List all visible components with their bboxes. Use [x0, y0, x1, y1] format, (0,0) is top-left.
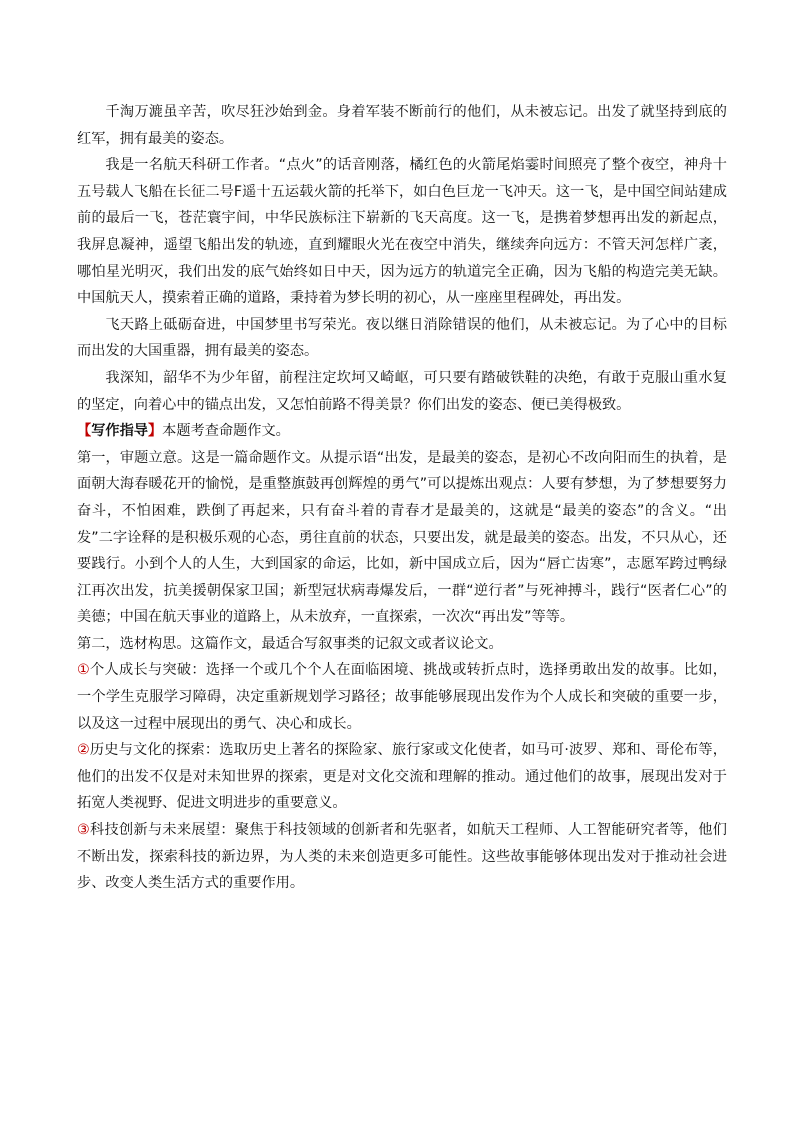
- guide-item-2: [77, 737, 727, 817]
- essay-paragraph-3: 飞天路上砥砺奋进，中国梦里书写荣光。夜以继日消除错误的他们，从未被忘记。为了心中的目标而出发的大国重器，拥有最美的姿态。: [77, 316, 727, 360]
- item-number: ③: [77, 822, 91, 839]
- guide-paragraph-2: 第二，选材构思。这篇作文，最适合写叙事类的记叙文或者议论文。: [77, 635, 503, 652]
- guide-bracket-open: 【: [77, 423, 92, 440]
- guide-item-3: [77, 817, 727, 897]
- item-text: 历史与文化的探索：选取历史上著名的探险家、旅行家或文化使者，如马可·波罗、郑和、哥伦布等，他们的出发不仅是对未知世界的探索，更是对文化交流和理解的推动。通过他们的故事，展现出发对于拓宽人类视野、促进文明进步的重要意义。: [77, 742, 727, 812]
- guide-item-1: [77, 657, 727, 737]
- essay-paragraph-2: 我是一名航天科研工作者。“点火”的话音刚落，橘红色的火箭尾焰霎时间照亮了整个夜空，神舟十五号载人飞船在长征二号F遥十五运载火箭的托举下，如白色巨龙一飞冲天。这一飞，是中国空间站建成前的最后一飞，苍茫寰宇间，中华民族标注下崭新的飞天高度。这一飞，是携着梦想再出发的新起点，我屏息凝神，遥望飞船出发的轨迹，直到耀眼火光在夜空中消失，继续奔向远方：不管天河怎样广袤，哪怕星光明灭，我们出发的底气始终如日中天，因为远方的轨道完全正确，因为飞船的构造完美无缺。中国航天人，摸索着正确的道路，秉持着为梦长明的初心，从一座座里程碑处，再出发。: [77, 157, 727, 307]
- essay-paragraph-4: 我深知，韶华不为少年留，前程注定坎坷又崎岖，可只要有踏破铁鞋的决绝，有敢于克服山重水复的坚定，向着心中的锚点出发，又怎怕前路不得美景？你们出发的姿态、便已美得极致。: [77, 369, 727, 413]
- item-number: ①: [77, 662, 91, 679]
- guide-intro: 本题考查命题作文。: [162, 423, 290, 440]
- essay-paragraph-1: 千淘万漉虽辛苦，吹尽狂沙始到金。身着军装不断前行的他们，从未被忘记。出发了就坚持到底的红军，拥有最美的姿态。: [77, 104, 727, 147]
- item-number: ②: [77, 742, 90, 759]
- guide-label: 写作指导: [91, 423, 148, 440]
- item-text: 个人成长与突破：选择一个或几个个人在面临困境、挑战或转折点时，选择勇敢出发的故事。比如，一个学生克服学习障碍，决定重新规划学习路径；故事能够展现出发作为个人成长和突破的重要一步，以及这一过程中展现出的勇气、决心和成长。: [77, 662, 727, 732]
- guide-paragraph-1: 第一，审题立意。这是一篇命题作文。从提示语“出发，是最美的姿态，是初心不改向阳而生的执着，是面朝大海春暖花开的愉悦，是重整旗鼓再创辉煌的勇气”可以提炼出观点：人要有梦想，为了梦想要努力奋斗，不怕困难，跌倒了再起来，只有奋斗着的青春才是最美的，这就是“最美的姿态”的含义。“出发”二字诠释的是积极乐观的心态，勇往直前的状态，只要出发，就是最美的姿态。出发，不只从心，还要践行。小到个人的人生，大到国家的命运，比如，新中国成立后，因为“唇亡齿寒”，志愿军跨过鸭绿江再次出发，抗美援朝保家卫国；新型冠状病毒爆发后，一群“逆行者”与死神搏斗，践行“医者仁心”的美德；中国在航天事业的道路上，从未放弃，一直探索，一次次“再出发”等等。: [77, 449, 727, 626]
- item-text: 科技创新与未来展望：聚焦于科技领域的创新者和先驱者，如航天工程师、人工智能研究者等，他们不断出发，探索科技的新边界，为人类的未来创造更多可能性。这些故事能够体现出发对于推动社会进步、改变人类生活方式的重要作用。: [77, 822, 727, 892]
- text-block: [77, 99, 727, 897]
- guide-bracket-close: 】: [147, 423, 163, 440]
- guide-heading: [77, 418, 727, 445]
